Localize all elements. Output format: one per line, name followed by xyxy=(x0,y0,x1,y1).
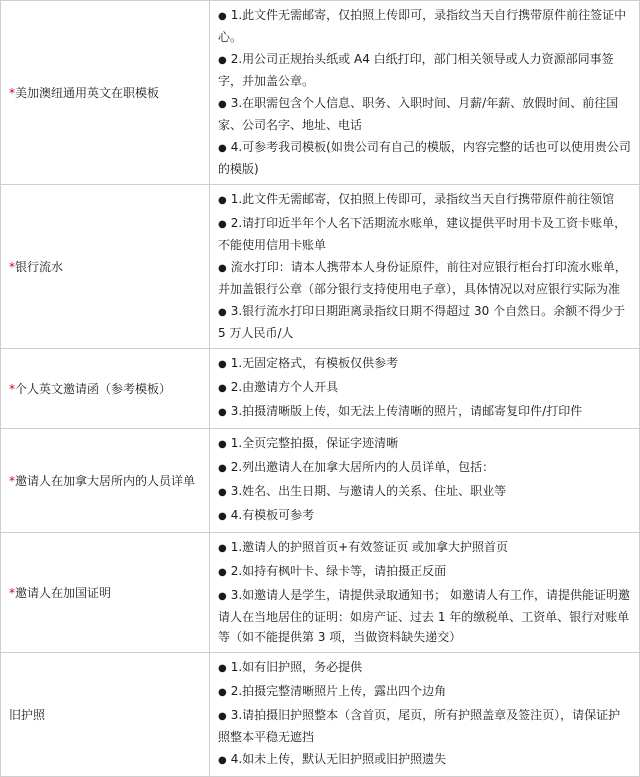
bullet-icon: ● xyxy=(218,99,227,110)
list-item xyxy=(218,457,631,479)
bullet-icon: ● xyxy=(218,755,227,766)
requirement-text: 3.如邀请人是学生，请提供录取通知书； 如邀请人有工作，请提供能证明邀请人在当地居住的证明：如房产证、过去 1 年的缴税单、工资单、银行对账单等（如不能提供第 3 项，当做资料缺失递交） xyxy=(218,588,631,644)
bullet-icon: ● xyxy=(218,663,227,674)
requirement-text: 1.如有旧护照，务必提供 xyxy=(230,660,363,674)
required-marker: * xyxy=(9,85,15,100)
document-name: 邀请人在加拿大居所内的人员详单 xyxy=(15,473,196,488)
list-item xyxy=(218,301,631,343)
list-item xyxy=(218,481,631,503)
requirement-text: 流水打印：请本人携带本人身份证原件，前往对应银行柜台打印流水账单，并加盖银行公章（部分银行支持使用电子章），具体情况以对应银行实际为准 xyxy=(218,260,627,296)
requirements-cell xyxy=(210,653,640,777)
bullet-icon: ● xyxy=(218,11,227,22)
required-marker: * xyxy=(9,381,15,396)
required-marker: * xyxy=(9,473,15,488)
bullet-icon: ● xyxy=(218,711,227,722)
document-name: 邀请人在加国证明 xyxy=(15,585,112,600)
list-item xyxy=(218,749,631,771)
list-item xyxy=(218,353,631,375)
list-item xyxy=(218,561,631,583)
list-item xyxy=(218,585,631,647)
requirement-text: 2.列出邀请人在加拿大居所内的人员详单，包括： xyxy=(230,460,495,474)
requirement-text: 2.由邀请方个人开具 xyxy=(230,380,339,394)
bullet-icon: ● xyxy=(218,143,227,154)
list-item xyxy=(218,137,631,179)
list-item xyxy=(218,49,631,91)
requirement-text: 3.请拍摄旧护照整本（含首页，尾页，所有护照盖章及签注页），请保证护照整本平稳无遮挡 xyxy=(218,708,621,744)
requirement-text: 1.无固定格式，有模板仅供参考 xyxy=(230,356,399,370)
requirement-text: 1.邀请人的护照首页+有效签证页 或加拿大护照首页 xyxy=(230,540,509,554)
document-name-cell xyxy=(1,349,210,429)
bullet-icon: ● xyxy=(218,543,227,554)
bullet-icon: ● xyxy=(218,407,227,418)
document-name-cell xyxy=(1,185,210,349)
requirement-text: 1.此文件无需邮寄，仅拍照上传即可，录指纹当天自行携带原件前往领馆 xyxy=(230,192,615,206)
table-row xyxy=(1,349,640,429)
document-name-cell xyxy=(1,429,210,533)
list-item xyxy=(218,537,631,559)
list-item xyxy=(218,681,631,703)
requirement-text: 3.拍摄清晰版上传，如无法上传清晰的照片，请邮寄复印件/打印件 xyxy=(230,404,583,418)
bullet-icon: ● xyxy=(218,383,227,394)
requirements-cell xyxy=(210,1,640,185)
list-item xyxy=(218,213,631,255)
list-item xyxy=(218,5,631,47)
table-row xyxy=(1,1,640,185)
bullet-icon: ● xyxy=(218,687,227,698)
bullet-icon: ● xyxy=(218,195,227,206)
bullet-icon: ● xyxy=(218,55,227,66)
bullet-icon: ● xyxy=(218,463,227,474)
bullet-icon: ● xyxy=(218,359,227,370)
list-item xyxy=(218,705,631,747)
requirement-text: 4.有模板可参考 xyxy=(230,508,315,522)
requirements-cell xyxy=(210,349,640,429)
list-item xyxy=(218,257,631,299)
document-name-cell xyxy=(1,1,210,185)
list-item xyxy=(218,377,631,399)
document-name-cell xyxy=(1,653,210,777)
requirement-text: 2.请打印近半年个人名下活期流水账单，建议提供平时用卡及工资卡账单，不能使用信用卡账单 xyxy=(218,216,627,252)
requirements-cell xyxy=(210,429,640,533)
requirements-cell xyxy=(210,533,640,653)
list-item xyxy=(218,433,631,455)
bullet-icon: ● xyxy=(218,591,227,602)
required-marker: * xyxy=(9,259,15,274)
requirement-text: 3.在职需包含个人信息、职务、入职时间、月薪/年薪、放假时间、前往国家、公司名字、地址、电话 xyxy=(218,96,619,132)
requirement-list xyxy=(218,657,631,771)
requirements-cell xyxy=(210,185,640,349)
list-item xyxy=(218,93,631,135)
requirement-list xyxy=(218,433,631,527)
requirement-text: 2.拍摄完整清晰照片上传，露出四个边角 xyxy=(230,684,447,698)
requirement-text: 3.姓名、出生日期、与邀请人的关系、住址、职业等 xyxy=(230,484,507,498)
requirement-text: 1.此文件无需邮寄，仅拍照上传即可，录指纹当天自行携带原件前往签证中心。 xyxy=(218,8,627,44)
bullet-icon: ● xyxy=(218,511,227,522)
requirement-list xyxy=(218,189,631,343)
document-name: 银行流水 xyxy=(15,259,64,274)
document-name-cell xyxy=(1,533,210,653)
bullet-icon: ● xyxy=(218,439,227,450)
list-item xyxy=(218,505,631,527)
table-row xyxy=(1,533,640,653)
list-item xyxy=(218,189,631,211)
requirement-text: 2.用公司正规抬头纸或 A4 白纸打印，部门相关领导或人力资源部同事签字，并加盖公章。 xyxy=(218,52,614,88)
bullet-icon: ● xyxy=(218,263,227,274)
requirement-list xyxy=(218,537,631,647)
requirement-text: 4.可参考我司模板(如贵公司有自己的模版，内容完整的话也可以使用贵公司的模版) xyxy=(218,140,631,176)
list-item xyxy=(218,401,631,423)
bullet-icon: ● xyxy=(218,487,227,498)
requirement-text: 3.银行流水打印日期距离录指纹日期不得超过 30 个自然日。余额不得少于 5 万人民币/人 xyxy=(218,304,626,340)
required-marker: * xyxy=(9,585,15,600)
requirement-text: 2.如持有枫叶卡、绿卡等，请拍摄正反面 xyxy=(230,564,447,578)
requirement-list xyxy=(218,5,631,179)
document-name: 美加澳纽通用英文在职模板 xyxy=(15,85,160,100)
document-name: 个人英文邀请函（参考模板） xyxy=(15,381,172,396)
requirement-list xyxy=(218,353,631,423)
requirements-table-body xyxy=(1,1,640,777)
table-row xyxy=(1,185,640,349)
bullet-icon: ● xyxy=(218,219,227,230)
document-name: 旧护照 xyxy=(9,707,46,722)
bullet-icon: ● xyxy=(218,307,227,318)
requirement-text: 1.全页完整拍摄，保证字迹清晰 xyxy=(230,436,399,450)
list-item xyxy=(218,657,631,679)
table-row xyxy=(1,429,640,533)
requirement-text: 4.如未上传，默认无旧护照或旧护照遗失 xyxy=(230,752,447,766)
table-row xyxy=(1,653,640,777)
bullet-icon: ● xyxy=(218,567,227,578)
